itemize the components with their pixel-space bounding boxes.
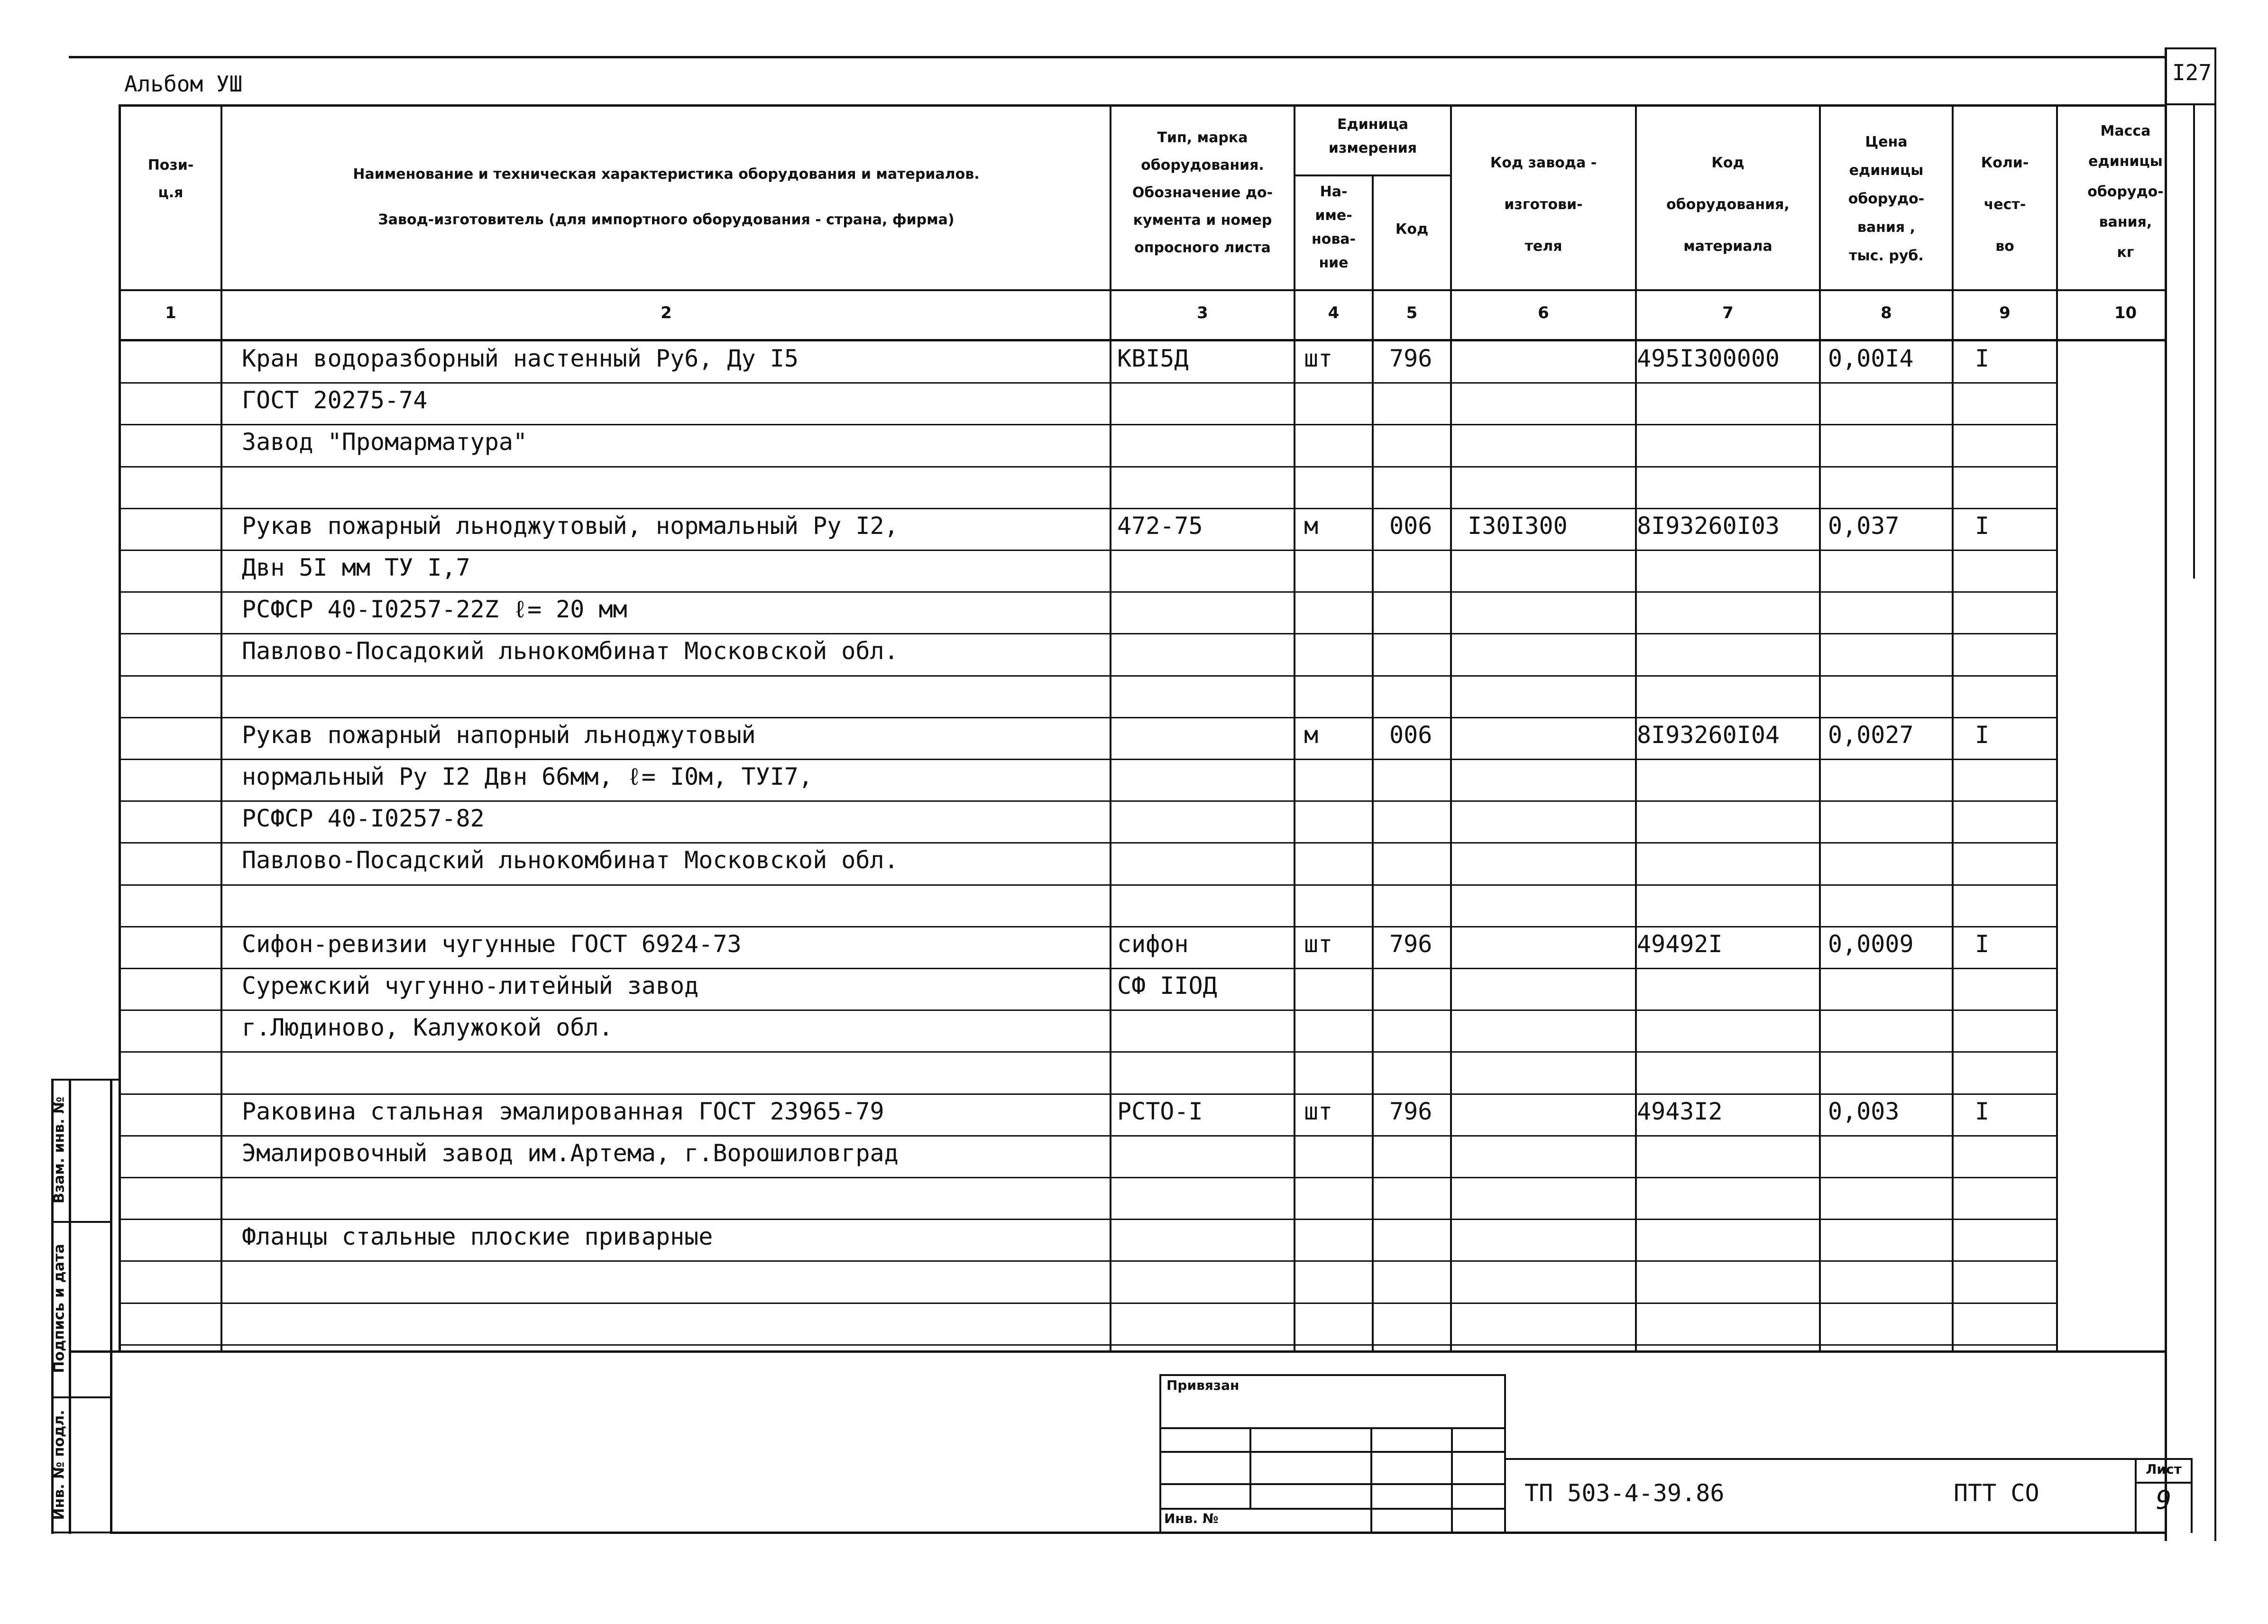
side-label-podpis: Подпись и дата	[51, 1244, 68, 1373]
cell-price: 0,0009	[1828, 930, 1914, 958]
cell-equip: 49492I	[1637, 930, 1723, 958]
section-code: ПТТ СО	[1954, 1479, 2039, 1507]
cell-unit: шт	[1304, 1098, 1333, 1125]
cell-qty: I	[1975, 721, 1990, 749]
cell-price: 0,037	[1828, 512, 1900, 540]
cell-qty: I	[1975, 345, 1990, 372]
col-sep-4	[1372, 175, 1374, 1351]
stamp-line	[1159, 1483, 1506, 1485]
stamp-line	[2135, 1458, 2137, 1533]
col-number: 4	[1328, 303, 1340, 322]
col-number: 2	[661, 303, 672, 322]
col-number: 7	[1722, 303, 1734, 322]
cell-equip: 495I300000	[1637, 345, 1780, 372]
col-header-name: Наименование и техническая характеристика оборудования и материалов. Завод-изготовитель (для импортного оборудования - страна, фирма)	[353, 166, 980, 228]
cell-factory: I30I300	[1468, 512, 1568, 540]
col-header-factory: Код завода - изготови- теля	[1490, 155, 1597, 255]
cell-code: 796	[1389, 930, 1432, 958]
row-rule	[119, 675, 2056, 677]
page-box-bottom	[2167, 103, 2214, 105]
cell-type: КВI5Д	[1117, 345, 1189, 372]
col-sep-5	[1450, 104, 1452, 1351]
cell-code: 006	[1389, 721, 1432, 749]
unit-subrule	[1294, 174, 1450, 176]
col-sep-7	[1819, 104, 1821, 1351]
sheet-label: Лист	[2146, 1461, 2182, 1477]
col-number: 6	[1538, 303, 1549, 322]
col-header-unit: Единица измерения	[1328, 116, 1417, 156]
row-rule	[119, 1303, 2056, 1304]
col-header-unit-name: На- име- нова- ние	[1311, 184, 1356, 271]
col-header-unit-code: Код	[1395, 221, 1429, 238]
cell-name: Двн 5I мм ТУ I,7	[242, 554, 470, 581]
cell-name: РСФСР 40-I0257-82	[242, 805, 485, 832]
stamp-line	[1159, 1508, 1506, 1510]
page-box-top	[2167, 47, 2214, 49]
cell-name: ГОСТ 20275-74	[242, 386, 428, 414]
cell-price: 0,003	[1828, 1098, 1900, 1125]
cell-type: 472-75	[1117, 512, 1203, 540]
cell-equip: 8I93260I03	[1637, 512, 1780, 540]
inv-label: Инв. №	[1164, 1511, 1219, 1526]
cell-name: Павлово-Посадский льнокомбинат Московской обл.	[242, 846, 899, 874]
cell-unit: шт	[1304, 930, 1333, 958]
cell-code: 006	[1389, 512, 1432, 540]
col-header-mass: Масса единицы оборудо- вания, кг	[2087, 123, 2164, 261]
header-rule	[119, 289, 2167, 291]
cell-qty: I	[1975, 1098, 1990, 1125]
col-header-price: Цена единицы оборудо- вания , тыс. руб.	[1848, 134, 1925, 264]
col-number: 9	[1999, 303, 2011, 322]
row-rule	[119, 466, 2056, 468]
cell-name: нормальный Ру I2 Двн 66мм, ℓ= I0м, ТУI7,	[242, 763, 813, 790]
col-sep-10	[2193, 104, 2195, 578]
col-header-equip: Код оборудования, материала	[1666, 155, 1790, 255]
cell-name: Раковина стальная эмалированная ГОСТ 23965-79	[242, 1098, 884, 1125]
cell-unit: м	[1304, 512, 1319, 540]
col-header-qty: Коли- чест- во	[1981, 155, 2029, 255]
page-bottom	[110, 1532, 2165, 1534]
row-rule	[119, 1051, 2056, 1053]
col-sep-8	[1952, 104, 1954, 1351]
cell-name: Эмалировочный завод им.Артема, г.Ворошиловград	[242, 1139, 899, 1167]
table-bottom	[69, 1350, 2167, 1353]
cell-name: Фланцы стальные плоские приварные	[242, 1223, 713, 1250]
cell-name: Кран водоразборный настенный Ру6, Ду I5	[242, 345, 799, 372]
col-number: 1	[165, 303, 176, 322]
table-left	[119, 104, 121, 1351]
cell-equip: 4943I2	[1637, 1098, 1723, 1125]
col-sep-1	[220, 104, 222, 1351]
page-number: I27	[2172, 60, 2212, 85]
side-stamp-mid	[69, 1079, 71, 1534]
album-label: Альбом УШ	[124, 71, 243, 97]
cell-price: 0,00I4	[1828, 345, 1914, 372]
cell-code: 796	[1389, 345, 1432, 372]
side-label-inv: Инв. № подл.	[51, 1410, 68, 1520]
col-number: 3	[1197, 303, 1208, 322]
col-sep-9	[2056, 104, 2058, 1351]
cell-type: РСТО-I	[1117, 1098, 1203, 1125]
stamp-line	[2135, 1458, 2192, 1460]
stamp-line	[1249, 1427, 1251, 1508]
cell-name: Сурежский чугунно-литейный завод	[242, 972, 699, 1000]
document-code: ТП 503-4-39.86	[1524, 1479, 1725, 1507]
cell-type: СФ IIОД	[1117, 972, 1217, 1000]
col-number: 8	[1881, 303, 1892, 322]
side-stamp-sep1	[51, 1221, 112, 1223]
stamp-line	[1159, 1374, 1506, 1376]
stamp-line	[1451, 1427, 1453, 1532]
cell-name: Рукав пожарный напорный льноджутовый	[242, 721, 756, 749]
cell-name: Завод "Промарматура"	[242, 428, 528, 456]
cell-name: г.Людиново, Калужокой обл.	[242, 1014, 613, 1041]
right-border	[2165, 47, 2167, 1541]
cell-type: сифон	[1117, 930, 1189, 958]
row-rule	[119, 1177, 2056, 1178]
cell-name: Сифон-ревизии чугунные ГОСТ 6924-73	[242, 930, 742, 958]
stamp-line	[2135, 1482, 2192, 1484]
cell-name: Павлово-Посадокий льнокомбинат Московской обл.	[242, 637, 899, 665]
row-rule	[119, 1344, 2056, 1346]
cell-qty: I	[1975, 930, 1990, 958]
stamp-line	[1159, 1451, 1506, 1453]
cell-unit: шт	[1304, 345, 1333, 372]
row-rule	[119, 884, 2056, 886]
cell-code: 796	[1389, 1098, 1432, 1125]
cell-name: РСФСР 40-I0257-22Z ℓ= 20 мм	[242, 596, 627, 623]
col-sep-3	[1294, 104, 1295, 1351]
col-header-type: Тип, марка оборудования. Обозначение до- кумента и номер опросного листа	[1132, 129, 1273, 256]
stamp-line	[1370, 1427, 1372, 1532]
side-stamp-right	[110, 1079, 112, 1534]
table-top	[119, 104, 2167, 107]
sheet-number: 9	[2156, 1485, 2172, 1515]
top-rule	[69, 56, 2165, 58]
cell-price: 0,0027	[1828, 721, 1914, 749]
col-number: 5	[1406, 303, 1418, 322]
stamp-line	[2191, 1458, 2193, 1533]
side-label-vzam: Взам. инв. №	[51, 1096, 68, 1204]
col-header-pos: Пози- ц.я	[147, 157, 194, 201]
privyazan-label: Привязан	[1166, 1377, 1240, 1393]
cell-unit: м	[1304, 721, 1319, 749]
stamp-line	[1504, 1458, 2165, 1460]
col-number: 10	[2114, 303, 2137, 322]
row-rule	[119, 1260, 2056, 1262]
cell-qty: I	[1975, 512, 1990, 540]
page-box-right	[2214, 47, 2216, 1541]
col-sep-2	[1110, 104, 1111, 1351]
cell-name: Рукав пожарный льноджутовый, нормальный Ру I2,	[242, 512, 899, 540]
stamp-line	[1159, 1427, 1506, 1429]
cell-equip: 8I93260I04	[1637, 721, 1780, 749]
